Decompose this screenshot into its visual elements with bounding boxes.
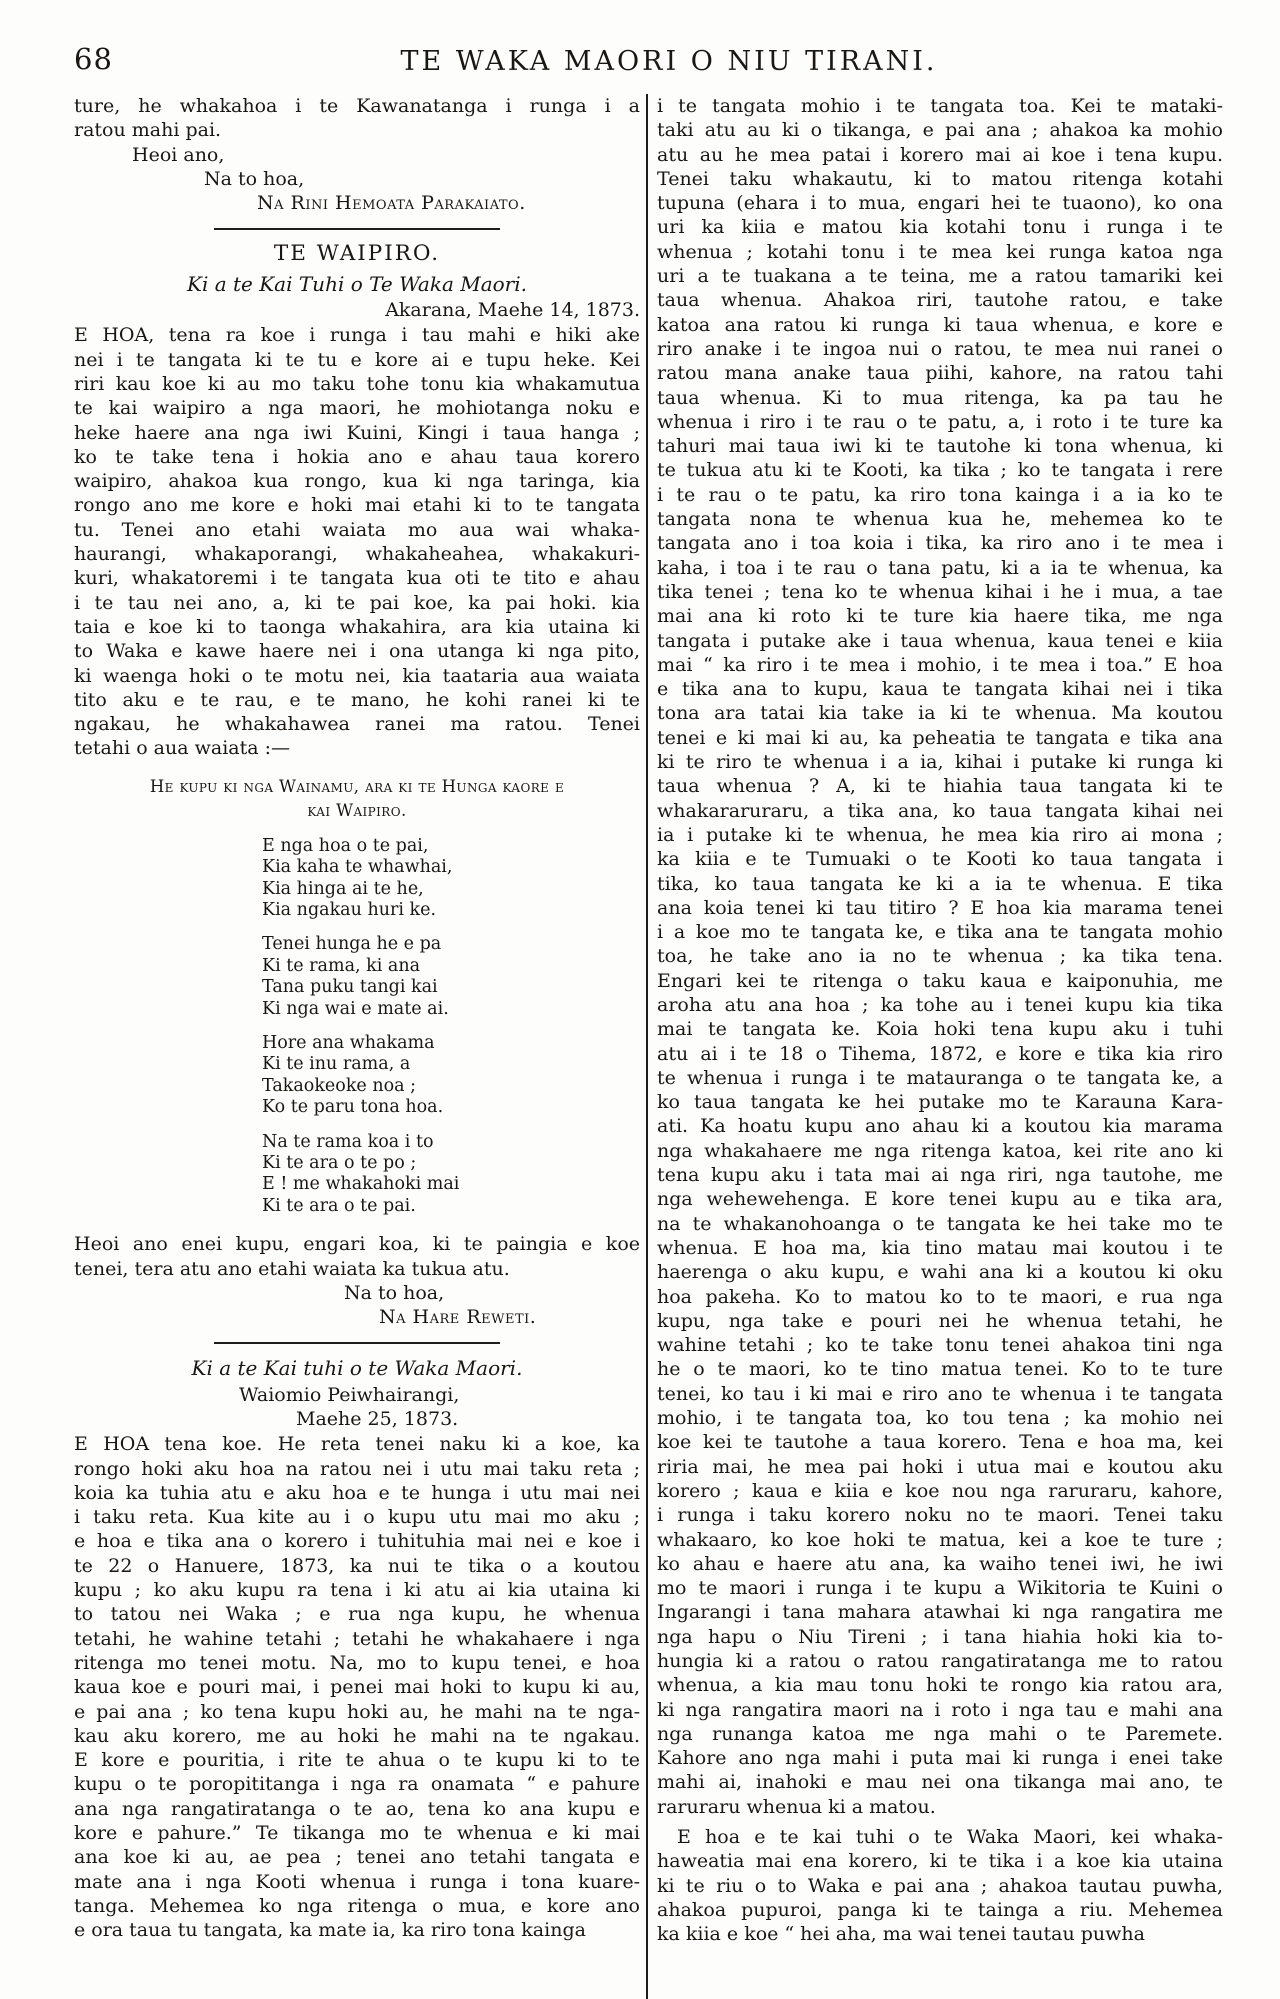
text-line: tangata nona te whenua kua he, mehemea ko te: [657, 508, 1223, 531]
text-line: kaha, i toa i te rau o tana patu, ki a ia te whenua, ka: [657, 556, 1223, 579]
section-divider-rule: [214, 1342, 500, 1344]
text-line: ki nga rangatira maori na i roto i nga tau e mahi ana: [657, 1698, 1223, 1721]
text-line: nei i te tangata ki te tu e kore ai e tupu heke. Kei: [74, 348, 640, 371]
text-line: E HOA, tena ra koe i runga i tau mahi e hiki ake: [74, 324, 640, 347]
text-line: rongo ano me kore e hoki mai etahi ki to te tangata: [74, 494, 640, 517]
text-line: ture, he whakahoa i te Kawanatanga i runga i a: [74, 95, 640, 117]
text-line: He kupu ki nga Wainamu, ara ki te Hunga kaore e: [149, 776, 565, 796]
text-line: riria mai, he mea pai hoki i utua mai e koutou aku: [657, 1455, 1223, 1478]
text-line: mai te tangata ke. Koia hoki tena kupu aku i tuhi: [657, 1018, 1223, 1041]
text-line: to tatou nei Waka ; e rua nga kupu, he whenua: [74, 1603, 640, 1626]
text-line: kaua koe e pouri mai, i penei mai hoki to kupu ki au,: [74, 1676, 640, 1699]
text-line: Tenei taku whakautu, ki to matou ritenga kotahi: [657, 167, 1223, 190]
text-line: koia ka tuhia atu e aku hoa e te hunga i utu mai nei: [74, 1481, 640, 1504]
text-line: nga wehewehenga. E kore tenei kupu au e tika ara,: [657, 1188, 1223, 1211]
left-column: [74, 94, 640, 1999]
text-line: E hoa e te kai tuhi o te Waka Maori, kei whaka-: [677, 1826, 1223, 1849]
text-line: whenua i riro i te rau o te patu, a, i roto i te ture ka: [657, 410, 1223, 433]
text-line: Heoi ano enei kupu, engari koa, ki te paingia e koe: [74, 1233, 640, 1256]
waiomio-letter-salutation: Ki a te Kai tuhi o te Waka Maori.: [191, 1356, 523, 1381]
text-line: ratou mahi pai.: [74, 119, 222, 142]
text-line: i runga i taku korero noku no te maori. Tenei taku: [657, 1504, 1223, 1527]
text-line: ahakoa pupuroi, panga ki te tainga a riu. Mehemea: [657, 1898, 1223, 1921]
section-divider-rule: [214, 228, 500, 230]
waiomio-letter-body: [74, 1432, 640, 1942]
text-line: tenei, tera atu ano etahi waiata ka tukua atu.: [74, 1257, 510, 1280]
text-line: whakararuraru, a tika ana, ko taua tangata kihai nei: [657, 799, 1223, 822]
text-line: ko taua tangata ke hei putake mo te Karauna Kara-: [657, 1091, 1223, 1114]
text-line: Ki te rama, ki ana: [262, 955, 421, 976]
text-line: koe kei te tautohe a taua korero. Tena e hoa ma, kei: [657, 1431, 1223, 1454]
text-line: nga hapu o Niu Tireni ; i tana hiahia hoki kia to-: [657, 1625, 1223, 1648]
text-line: whenua, a kia mau tonu hoki te rongo kia ratou ara,: [657, 1674, 1223, 1697]
waiomio-letter-date: Maehe 25, 1873.: [296, 1408, 459, 1430]
signature-rini-hemoata-parakaiato: Na Rini Hemoata Parakaiato.: [257, 192, 526, 215]
intro-continuation-paragraph: [74, 94, 640, 143]
text-line: whenua ; kotahi tonu i te mea kei runga katoa nga: [657, 240, 1223, 263]
text-line: hoa pakeha. Ko to matou ko to te maori, e rua nga: [657, 1285, 1223, 1308]
text-line: atu ai i te 18 o Tihema, 1872, e kore e tika kia riro: [657, 1042, 1223, 1065]
masthead-title: TE WAKA MAORI O NIU TIRANI.: [400, 46, 938, 77]
text-line: mai “ ka riro i te mea i mohio, i te mea i toa.” E hoa: [657, 653, 1223, 676]
text-line: atu au he mea patai i korero mai ai koe i tena kupu.: [657, 143, 1223, 166]
text-line: Ki te ara o te pai.: [262, 1195, 416, 1216]
poem-stanza-2: [262, 934, 640, 1020]
text-line: te kai waipiro a nga maori, he mohiotanga noku e: [74, 397, 640, 420]
text-line: raruraru whenua ki a matou.: [657, 1795, 936, 1818]
text-line: e ora taua tu tangata, ka mate ia, ka riro tona kainga: [74, 1919, 586, 1942]
text-line: Takaokeoke noa ;: [262, 1075, 417, 1096]
text-line: taua whenua. Ki to mua ritenga, ka pa tau he: [657, 386, 1223, 409]
text-line: toa, he take ano ia no te whenua ; ka tika tena.: [657, 945, 1223, 968]
text-line: Tana puku tangi kai: [262, 977, 438, 998]
text-line: E ! me whakahoki mai: [262, 1174, 460, 1195]
waipiro-valediction-line: Na to hoa,: [344, 1281, 445, 1304]
text-line: Na te rama koa i to: [262, 1131, 434, 1152]
text-line: na te whakanohoanga o te tangata ke hei take mo te: [657, 1212, 1223, 1235]
text-line: ana koe ki au, ae pea ; tenei ano tetahi tangata e: [74, 1846, 640, 1869]
waipiro-letter-body: [74, 323, 640, 760]
text-line: te whenua i runga i te matauranga o te tangata ke, a: [657, 1066, 1223, 1089]
text-line: tangata i putake ake i taua whenua, kaua tenei e kiia: [657, 629, 1223, 652]
text-line: kau aku korero, me au hoki he mahi na te ngakau.: [74, 1724, 640, 1747]
text-line: nga runanga katoa me nga mahi o te Paremete.: [657, 1722, 1223, 1745]
text-line: E HOA tena koe. He reta tenei naku ki a koe, ka: [74, 1433, 640, 1456]
text-line: ko te take tena i hokia ano e ahau taua korero: [74, 445, 640, 468]
waipiro-letter-closing: [74, 1232, 640, 1281]
text-line: Hore ana whakama: [262, 1032, 435, 1053]
text-line: mate ana i nga Kooti whenua i runga i tona kuare-: [74, 1870, 640, 1893]
text-line: e hoa e tika ana o korero i tuhituhia mai nei e koe i: [74, 1530, 640, 1553]
text-line: E nga hoa o te pai,: [262, 835, 429, 856]
text-line: tangata ano i toa koia i tika, ka riro ano i te mea i: [657, 532, 1223, 555]
text-line: mahi ai, inahoki e mau nei ona tikanga mai ano, te: [657, 1771, 1223, 1794]
text-line: taua whenua ? A, ki te hiahia taua tangata ki te: [657, 775, 1223, 798]
text-line: waipiro, ahakoa kua rongo, kua ki nga taringa, kia: [74, 470, 640, 493]
waipiro-letter-salutation: Ki a te Kai Tuhi o Te Waka Maori.: [187, 271, 527, 296]
column-divider-rule: [646, 94, 648, 1999]
poem-stanza-4: [262, 1132, 640, 1218]
text-line: te tukua atu ki te Kooti, ka tika ; ko te tangata i rere: [657, 459, 1223, 482]
text-line: i a koe mo te tangata ke, e tika ana te tangata mohio: [657, 921, 1223, 944]
text-line: tona ara tatai kia take ia ki te whenua. Ma koutou: [657, 702, 1223, 725]
two-column-text-area: [0, 94, 1280, 1999]
intro-valediction-line: Na to hoa,: [204, 167, 305, 190]
text-line: e tika ana to kupu, kaua te tangata kihai nei i tika: [657, 678, 1223, 701]
text-line: kupu, nga take e pouri nei he whenua tetahi, he: [657, 1309, 1223, 1332]
text-line: haweatia mai ena korero, ki te tika i a koe kia utaina: [657, 1850, 1223, 1873]
waipiro-letter-dateline: Akarana, Maehe 14, 1873.: [385, 299, 640, 322]
text-line: tu. Tenei ano etahi waiata mo aua wai whaka-: [74, 518, 640, 541]
text-line: E kore e pouritia, i rite te ahua o te kupu ki to te: [74, 1749, 640, 1772]
text-line: ki te riro te whenua i a ia, kihai i putake ki runga ki: [657, 751, 1223, 774]
text-line: ka kiia e koe “ hei aha, ma wai tenei tautau puwha: [657, 1923, 1145, 1946]
text-line: mohio, i te tangata toa, ko tou tena ; ka mohio nei: [657, 1407, 1223, 1430]
text-line: Tenei hunga he e pa: [262, 934, 442, 955]
text-line: kuri, whakatoremi i te tangata kua oti te tito e ahau: [74, 567, 640, 590]
text-line: riri kau koe ki au mo taku tohe tonu kia whakamutua: [74, 372, 640, 395]
signature-hare-reweti: Na Hare Reweti.: [379, 1306, 537, 1329]
text-line: kupu o te poropititanga i nga ra onamata “ e pahure: [74, 1773, 640, 1796]
text-line: ki waenga hoki o te motu nei, kia taataria aua waiata: [74, 664, 640, 687]
text-line: Ingarangi i tana mahara atawhai ki nga rangatira me: [657, 1601, 1223, 1624]
right-column-paragraph-2: [657, 1825, 1223, 1946]
text-line: i te tangata mohio i te tangata toa. Kei te mataki-: [657, 95, 1223, 117]
poem-stanza-1: [262, 836, 640, 922]
text-line: ratou mana anake taua piihi, kahore, na ratou tahi: [657, 362, 1223, 385]
text-line: kai Waipiro.: [307, 800, 407, 820]
section-heading-te-waipiro: TE WAIPIRO.: [273, 241, 441, 267]
right-column-paragraph-1: [657, 94, 1223, 1819]
text-line: e pai ana ; ko tena kupu hoki au, he mahi na te nga-: [74, 1700, 640, 1723]
text-line: tena kupu aku i tata mai ai nga riri, nga tautohe, me: [657, 1164, 1223, 1187]
text-line: whenua. E hoa ma, kia tino matau mai koutou i te: [657, 1236, 1223, 1259]
text-line: ana koia tenei ki tau titiro ? E hoa kia marama tenei: [657, 896, 1223, 919]
text-line: Kia hinga ai te he,: [262, 878, 424, 899]
text-line: mo te maori i runga i te kupu a Wikitoria te Kuini o: [657, 1577, 1223, 1600]
text-line: wahine tetahi ; ko te take tonu tenei ahakoa tini nga: [657, 1334, 1223, 1357]
text-line: tito aku e te rau, e te mano, he kohi ranei ki te: [74, 688, 640, 711]
waiomio-letter-place: Waiomio Peiwhairangi,: [239, 1383, 460, 1406]
poem-title: [74, 775, 640, 823]
text-line: Kia kaha te whawhai,: [262, 857, 453, 878]
text-line: ia i putake ki te whenua, he mea kia riro ai mona ;: [657, 823, 1223, 846]
text-line: mai ana ki roto ki te ture kia haere tika, me nga: [657, 605, 1223, 628]
text-line: tahuri mai taua iwi ki te tautohe ki tona whenua, ki: [657, 435, 1223, 458]
text-line: taki atu au ki o tikanga, e pai ana ; ahakoa ka mohio: [657, 119, 1223, 142]
text-line: Ki te ara o te po ;: [262, 1153, 417, 1173]
text-line: haerenga o aku kupu, e wahi ana ki a koutou ki oku: [657, 1261, 1223, 1284]
text-line: Ko te paru tona hoa.: [262, 1097, 444, 1118]
text-line: Ki te inu rama, a: [262, 1054, 411, 1075]
text-line: tanga. Mehemea ko nga ritenga o mua, e kore ano: [74, 1894, 640, 1917]
text-line: tenei, ko tau i ki mai e riro ano te whenua i te tangata: [657, 1382, 1223, 1405]
page-number: 68: [74, 42, 113, 76]
text-line: Kia ngakau huri ke.: [262, 899, 437, 920]
text-line: i te rau o te patu, ka riro tona kainga i a ia ko te: [657, 483, 1223, 506]
text-line: Ki nga wai e mate ai.: [262, 998, 449, 1019]
text-line: ka kiia e te Tumuaki o te Kooti ko taua tangata i: [657, 848, 1223, 871]
text-line: tika tenei ; tena ko te whenua kihai i he i mua, a tae: [657, 580, 1223, 603]
text-line: ritenga mo tenei motu. Na, mo to kupu tenei, e hoa: [74, 1651, 640, 1674]
text-line: korero ; kaua e kiia e koe nou nga raruraru, kahore,: [657, 1479, 1223, 1502]
text-line: katoa ana ratou ki runga ki taua whenua, e kore e: [657, 313, 1223, 336]
text-line: tupuna (ehara i to mua, engari hei te tuaono), ko ona: [657, 192, 1223, 215]
text-line: ko ahau e haere atu ana, ka waiho tenei iwi, he iwi: [657, 1552, 1223, 1575]
text-line: i te tau nei ano, a, ki te pai koe, ka pai hoki. kia: [74, 591, 640, 614]
text-line: ngakau, he whakahawea ranei ma ratou. Tenei: [74, 713, 640, 736]
text-line: kore e pahure.” Te tikanga mo te whenua e ki mai: [74, 1822, 640, 1845]
text-line: ki te riu o to Waka e pai ana ; ahakoa tautau puwha,: [657, 1874, 1223, 1897]
text-line: tenei e ki mai ki au, ka peheatia te tangata e tika ana: [657, 726, 1223, 749]
text-line: to Waka e kawe haere nei i ona utanga ki nga pito,: [74, 640, 640, 663]
text-line: nga whakahaere me nga ritenga katoa, kei rite ano ki: [657, 1139, 1223, 1162]
text-line: te 22 o Hanuere, 1873, ka nui te tika o a koutou: [74, 1554, 640, 1577]
text-line: aroha atu ana hoa ; ka tohe au i tenei kupu kia tika: [657, 993, 1223, 1016]
text-line: tetahi, he wahine tetahi ; tetahi he whakahaere i nga: [74, 1627, 640, 1650]
text-line: heke haere ana nga iwi Kuini, Kingi i taua hanga ;: [74, 421, 640, 444]
text-line: uri ka kiia e matou kia kotahi tonu i runga i te: [657, 216, 1223, 239]
text-line: tika, ko taua tangata ke ki a ia te whenua. E tika: [657, 872, 1223, 895]
text-line: whakaaro, ko koe hoki te matua, kei a koe te ture ;: [657, 1528, 1223, 1551]
text-line: Engari kei te ritenga o taku kaua e kaiponuhia, me: [657, 969, 1223, 992]
text-line: taua whenua. Ahakoa riri, tautohe ratou, e take: [657, 289, 1223, 312]
text-line: taia e koe ki to taonga whakahira, ara kia utaina ki: [74, 615, 640, 638]
poem-stanza-3: [262, 1033, 640, 1119]
text-line: hungia ki a ratou o ratou rangatiratanga me to ratou: [657, 1650, 1223, 1672]
text-line: tetahi o aua waiata :—: [74, 737, 291, 760]
right-column: [657, 94, 1223, 1999]
intro-heoi-ano-line: Heoi ano,: [132, 143, 225, 166]
text-line: i taku reta. Kua kite au i o kupu utu mai mo aku ;: [74, 1506, 640, 1529]
text-line: ati. Ka hoatu kupu ano ahau ki a koutou kia marama: [657, 1115, 1223, 1138]
text-line: haurangi, whakaporangi, whakaheahea, whakakuri-: [74, 543, 640, 566]
text-line: riro anake i te ingoa nui o ratou, te mea nui ranei o: [657, 337, 1223, 360]
text-line: kupu ; ko aku kupu ra tena i ki atu ai kia utaina ki: [74, 1579, 640, 1602]
text-line: Kahore ano nga mahi i puta mai ki runga i enei take: [657, 1747, 1223, 1770]
text-line: uri a te tuakana a te teina, me a ratou tamariki kei: [657, 265, 1223, 288]
text-line: rongo hoki aku hoa na ratou nei i utu mai taku reta ;: [74, 1457, 640, 1480]
text-line: ana nga rangatiratanga o te ao, tena ko ana kupu e: [74, 1797, 640, 1820]
text-line: he o te maori, ko te tino matua tenei. Ko to te ture: [657, 1358, 1223, 1381]
page-header: [0, 0, 1280, 94]
